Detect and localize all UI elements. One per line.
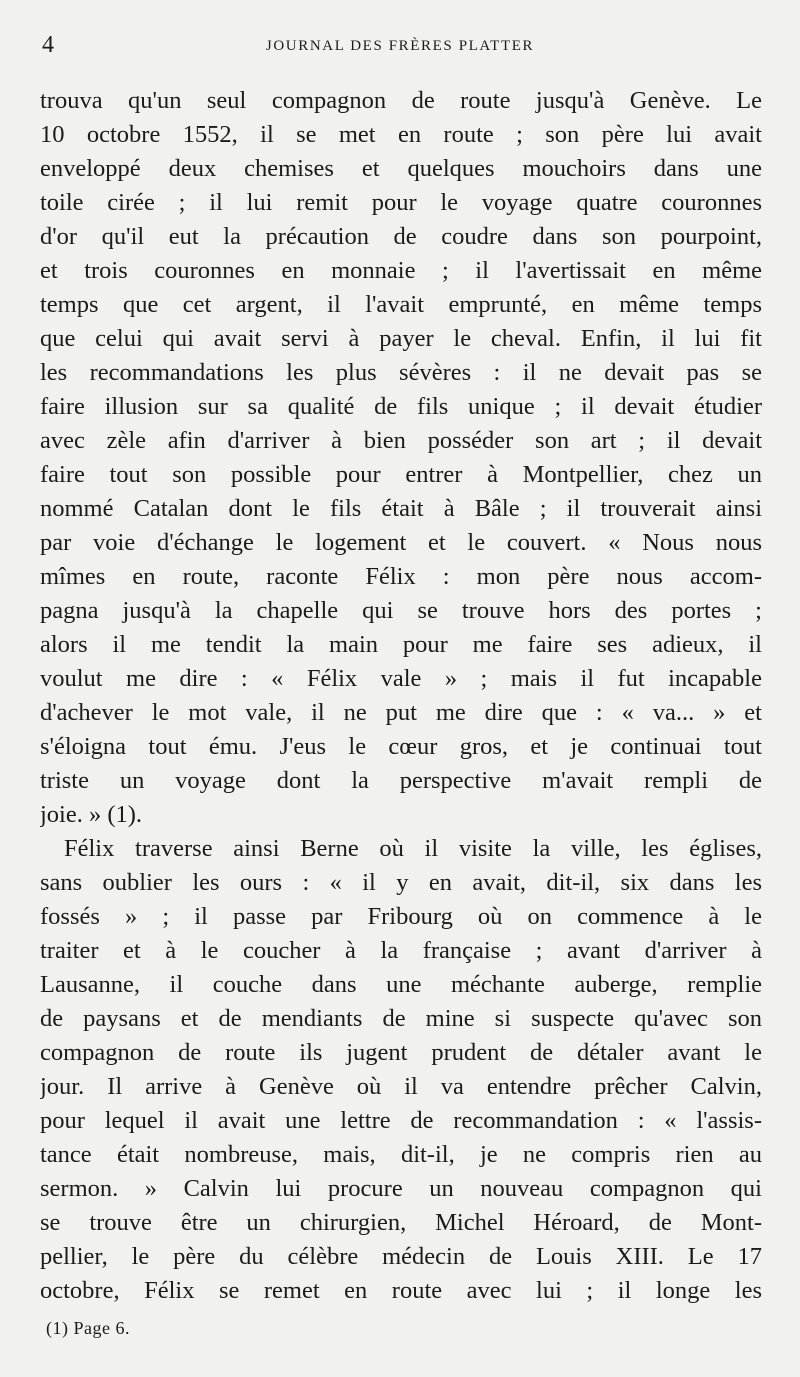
text-line: octobre, Félix se remet en route avec lui ; il longe les: [40, 1277, 762, 1304]
text-line: sermon. » Calvin lui procure un nouveau compagnon qui: [40, 1175, 762, 1202]
text-line: pour lequel il avait une lettre de recommandation : « l'assis-: [40, 1107, 762, 1134]
running-title: JOURNAL DES FRÈRES PLATTER: [265, 38, 535, 54]
text-line: tance était nombreuse, mais, dit-il, je ne compris rien au: [40, 1141, 762, 1168]
text-line: avec zèle afin d'arriver à bien posséder son art ; il devait: [40, 427, 762, 454]
text-line: les recommandations les plus sévères : il ne devait pas se: [40, 359, 762, 386]
text-line: mîmes en route, raconte Félix : mon père nous accom-: [40, 563, 762, 590]
text-line: se trouve être un chirurgien, Michel Héroard, de Mont-: [40, 1209, 762, 1236]
text-line: que celui qui avait servi à payer le cheval. Enfin, il lui fit: [40, 325, 762, 352]
text-line: Lausanne, il couche dans une méchante auberge, remplie: [40, 971, 762, 998]
text-line: joie. » (1).: [40, 801, 143, 828]
text-line: Félix traverse ainsi Berne où il visite la ville, les églises,: [64, 835, 762, 862]
text-line: d'or qu'il eut la précaution de coudre dans son pourpoint,: [40, 223, 762, 250]
text-line: d'achever le mot vale, il ne put me dire que : « va... » et: [40, 699, 762, 726]
text-line: sans oublier les ours : « il y en avait, dit-il, six dans les: [40, 869, 762, 896]
text-line: et trois couronnes en monnaie ; il l'avertissait en même: [40, 257, 762, 284]
text-line: trouva qu'un seul compagnon de route jusqu'à Genève. Le: [40, 87, 762, 114]
text-line: enveloppé deux chemises et quelques mouchoirs dans une: [40, 155, 762, 182]
text-line: pagna jusqu'à la chapelle qui se trouve hors des portes ;: [40, 597, 762, 624]
text-line: de paysans et de mendiants de mine si suspecte qu'avec son: [40, 1005, 762, 1032]
text-line: temps que cet argent, il l'avait emprunté, en même temps: [40, 291, 762, 318]
footnote: (1) Page 6.: [46, 1318, 130, 1338]
body-text: [40, 84, 762, 1308]
page-header: [40, 32, 760, 58]
text-line: pellier, le père du célèbre médecin de Louis XIII. Le 17: [40, 1243, 762, 1270]
text-line: traiter et à le coucher à la française ; avant d'arriver à: [40, 937, 762, 964]
text-line: compagnon de route ils jugent prudent de détaler avant le: [40, 1039, 762, 1066]
text-line: 10 octobre 1552, il se met en route ; son père lui avait: [40, 121, 762, 148]
text-line: triste un voyage dont la perspective m'avait rempli de: [40, 767, 762, 794]
text-line: faire illusion sur sa qualité de fils unique ; il devait étudier: [40, 393, 762, 420]
text-line: s'éloigna tout ému. J'eus le cœur gros, et je continuai tout: [40, 733, 762, 760]
text-line: fossés » ; il passe par Fribourg où on commence à le: [40, 903, 762, 930]
page-number: 4: [42, 32, 54, 58]
text-line: jour. Il arrive à Genève où il va entendre prêcher Calvin,: [40, 1073, 762, 1100]
text-line: voulut me dire : « Félix vale » ; mais il fut incapable: [40, 665, 762, 692]
text-line: alors il me tendit la main pour me faire ses adieux, il: [40, 631, 762, 658]
text-line: par voie d'échange le logement et le couvert. « Nous nous: [40, 529, 762, 556]
text-line: toile cirée ; il lui remit pour le voyage quatre couronnes: [40, 189, 762, 216]
text-line: nommé Catalan dont le fils était à Bâle ; il trouverait ainsi: [40, 495, 762, 522]
text-line: faire tout son possible pour entrer à Montpellier, chez un: [40, 461, 762, 488]
